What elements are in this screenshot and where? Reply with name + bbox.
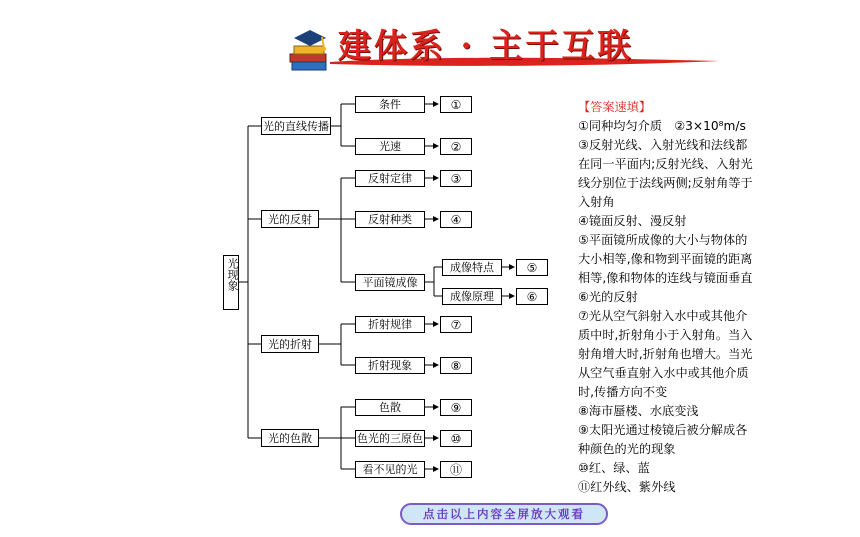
node-refraction-phenomena: 折射现象: [355, 357, 425, 374]
answer-blank-5: ⑤: [516, 259, 548, 276]
node-dispersion: 色散: [355, 399, 425, 416]
answer-blank-9: ⑨: [440, 399, 472, 416]
answer-key-heading: 【答案速填】: [578, 100, 652, 114]
answer-line: 种颜色的光的现象: [578, 442, 676, 456]
answer-blank-4: ④: [440, 211, 472, 228]
answer-line: ⑨太阳光通过棱镜后被分解成各: [578, 423, 748, 437]
answer-line: 射角增大时,折射角也增大。当光: [578, 347, 753, 361]
answer-line: 相等,像和物体的连线与镜面垂直: [578, 271, 753, 285]
answer-line: ④镜面反射、漫反射: [578, 214, 687, 228]
branch-dispersion: 光的色散: [261, 429, 319, 447]
answer-blank-11: ⑪: [440, 461, 472, 478]
answer-line: ⑩红、绿、蓝: [578, 461, 650, 475]
page-title: 建体系 · 主干互联: [338, 26, 634, 65]
answer-line: ①同种均匀介质 ②3×10⁸m/s: [578, 119, 746, 133]
answer-line: ⑥光的反射: [578, 290, 638, 304]
node-refraction-law: 折射规律: [355, 316, 425, 333]
node-condition: 条件: [355, 96, 425, 113]
answer-line: 入射角: [578, 195, 615, 209]
answer-key: [578, 98, 850, 497]
answer-line: 大小相等,像和物到平面镜的距离: [578, 252, 753, 266]
fullscreen-view-button[interactable]: 点击以上内容全屏放大观看: [400, 503, 608, 525]
node-plane-mirror: 平面镜成像: [355, 274, 425, 291]
answer-line: 时,传播方向不变: [578, 385, 668, 399]
answer-line: ⑦光从空气斜射入水中或其他介: [578, 309, 748, 323]
node-image-principle: 成像原理: [442, 288, 502, 305]
node-light-speed: 光速: [355, 138, 425, 155]
answer-blank-8: ⑧: [440, 357, 472, 374]
answer-blank-7: ⑦: [440, 316, 472, 333]
answer-blank-10: ⑩: [440, 430, 472, 447]
branch-refraction: 光的折射: [261, 335, 319, 353]
answer-blank-3: ③: [440, 170, 472, 187]
root-node-label: 光现象: [226, 258, 239, 291]
answer-line: 在同一平面内;反射光线、入射光: [578, 157, 753, 171]
root-node: [223, 255, 239, 310]
answer-line: 线分别位于法线两侧;反射角等于: [578, 176, 753, 190]
answer-blank-1: ①: [440, 96, 472, 113]
branch-reflection: 光的反射: [261, 210, 319, 228]
branch-light-propagation: 光的直线传播: [261, 117, 331, 135]
answer-line: ③反射光线、入射光线和法线都: [578, 138, 748, 152]
answer-blank-6: ⑥: [516, 288, 548, 305]
answer-line: ⑪红外线、紫外线: [578, 480, 676, 494]
answer-blank-2: ②: [440, 138, 472, 155]
node-image-features: 成像特点: [442, 259, 502, 276]
answer-line: 质中时,折射角小于入射角。当入: [578, 328, 753, 342]
node-reflection-law: 反射定律: [355, 170, 425, 187]
answer-line: ⑧海市蜃楼、水底变浅: [578, 404, 699, 418]
answer-line: 从空气垂直射入水中或其他介质: [578, 366, 749, 380]
node-primary-colors: 色光的三原色: [357, 432, 423, 445]
node-reflection-types: 反射种类: [355, 211, 425, 228]
node-invisible-light: 看不见的光: [355, 461, 425, 478]
answer-line: ⑤平面镜所成像的大小与物体的: [578, 233, 748, 247]
